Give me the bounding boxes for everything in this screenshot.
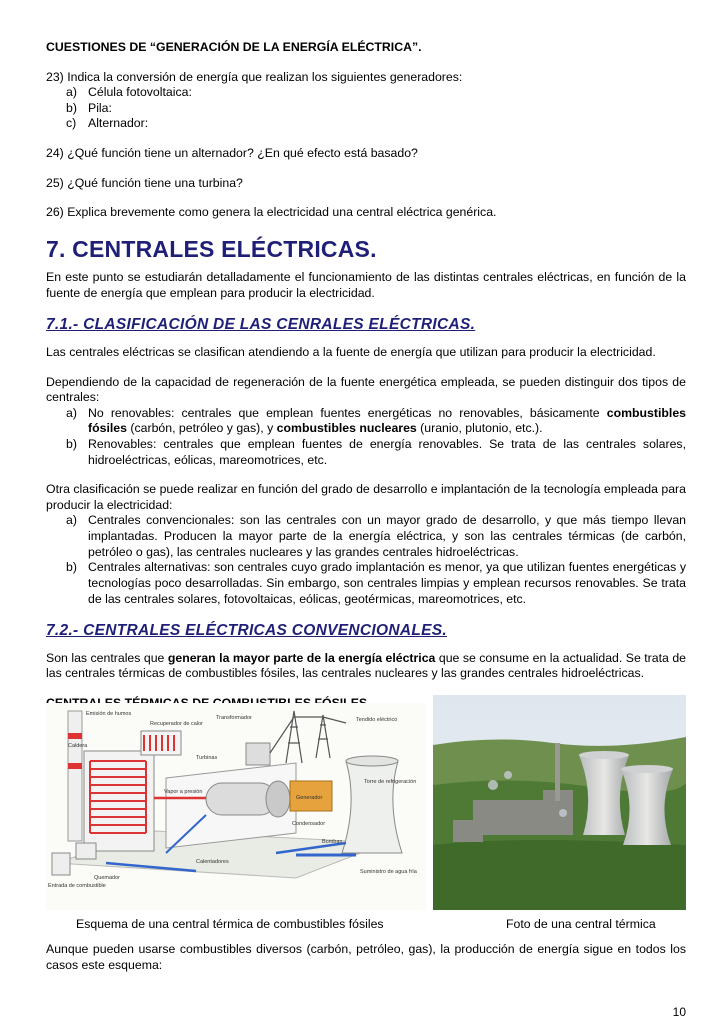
figures-row — [46, 695, 686, 915]
question-25: 25) ¿Qué función tiene una turbina? — [46, 175, 243, 190]
label-tendido: Tendido eléctrico — [356, 717, 398, 723]
classification-renewable — [46, 375, 686, 469]
section-7-intro: En este punto se estudiarán detalladamente el funcionamiento de las distintas centrales eléctricas, en función de la fuente de energía que emplean para producir la electricidad. — [46, 270, 686, 300]
section-7-2-heading: 7.2.- CENTRALES ELÉCTRICAS CONVENCIONALES. — [46, 622, 448, 640]
label-recuperador: Recuperador de calor — [150, 721, 203, 727]
document-page — [46, 40, 686, 972]
label-calentadores: Calentadores — [196, 859, 229, 865]
label-generador: Generador — [296, 795, 323, 801]
section-7-2-intro: Son las centrales que generan la mayor parte de la energía eléctrica que se consume en la actualidad. Se trata de las centrales térmicas de combustibles fósiles, las centrales nucleares y las grandes centrales hidroeléctricas. — [46, 650, 686, 681]
label-torre: Torre de refrigeración — [364, 779, 417, 785]
label-condensador: Condensador — [292, 821, 326, 827]
chimney-shape — [68, 711, 82, 841]
list-item-renewable: b) Renovables: centrales que emplean fuentes de energía renovables. Se trata de las centrales solares, hidroeléctricas, eólicas, mareomotrices, etc. — [66, 437, 686, 467]
list-item-conventional: a) Centrales convencionales: son las centrales con un mayor grado de desarrollo, y que más tiempo llevan implantadas. Producen la mayor parte de la energía eléctrica, y son las centrales térmicas (de carbón, petróleo o gas), las centrales nucleares y las grandes centrales hidroeléctricas. — [66, 513, 686, 559]
question-24: 24) ¿Qué función tiene un alternador? ¿En qué efecto está basado? — [46, 146, 418, 161]
section-7-1-p1: Las centrales eléctricas se clasifican atendiendo a la fuente de energía que utilizan para producir la electricidad. — [46, 344, 656, 359]
label-vapor: Vapor a presión — [164, 789, 203, 795]
label-turbinas: Turbinas — [196, 755, 218, 761]
question-23-item-b: b) Pila: — [66, 100, 112, 115]
question-23-text: 23) Indica la conversión de energía que realizan los siguientes generadores: — [46, 69, 463, 84]
closing-paragraph: Aunque pueden usarse combustibles diversos (carbón, petróleo, gas), la producción de energía sigue en todos los casos este esquema: — [46, 942, 686, 972]
question-26: 26) Explica brevemente como genera la electricidad una central eléctrica genérica. — [46, 205, 497, 220]
list-item-alternative: b) Centrales alternativas: son centrales cuyo grado implantación es menor, ya que utilizan fuentes energéticas y tecnologías poco desarrolladas. Sin embargo, son centrales limpias y emplean recursos renovables. Se trata de las centrales solares, fotovoltaicas, eólicas, geotérmicas, mareomotrices, etc. — [66, 560, 686, 606]
section-7-1-heading: 7.1.- CLASIFICACIÓN DE LAS CENRALES ELÉCTRICAS. — [46, 316, 476, 334]
cooling-tower-shape — [342, 761, 402, 853]
label-caldera: Caldera — [68, 743, 88, 749]
list-item-non-renewable: a) No renovables: centrales que emplean fuentes energéticas no renovables, básicamente combustibles fósiles (carbón, petróleo y gas), y combustibles nucleares (uranio, plutonio, etc.). — [66, 405, 686, 436]
fuel-tank-shape — [52, 853, 70, 875]
question-23-item-a: a) Célula fotovoltaica: — [66, 85, 192, 100]
label-bombas: Bombas — [322, 839, 343, 845]
questions-title: CUESTIONES DE “GENERACIÓN DE LA ENERGÍA ELÉCTRICA”. — [46, 40, 422, 54]
question-23-item-c: c) Alternador: — [66, 116, 149, 131]
label-suministro: Suministro de agua fría — [360, 869, 417, 875]
caption-diagram: Esquema de una central térmica de combustibles fósiles — [76, 917, 384, 931]
classification-development — [46, 482, 686, 607]
section-7-1-p2: Dependiendo de la capacidad de regeneración de la fuente energética empleada, se pueden distinguir dos tipos de centrales: — [46, 374, 686, 405]
thermal-plant-diagram — [46, 703, 426, 910]
label-entrada: Entrada de combustible — [48, 883, 106, 889]
section-7-heading: 7. CENTRALES ELÉCTRICAS. — [46, 235, 377, 262]
question-23 — [46, 70, 686, 132]
page-number: 10 — [672, 1005, 686, 1019]
caption-photo: Foto de una central térmica — [506, 917, 656, 931]
label-quemador: Quemador — [94, 875, 120, 881]
label-emision: Emisión de humos — [86, 711, 132, 717]
label-transformador: Transformador — [216, 715, 252, 721]
transformer-shape — [246, 743, 270, 765]
thermal-plant-photo — [433, 695, 686, 910]
section-7-1-p3: Otra clasificación se puede realizar en función del grado de desarrollo e implantación de la tecnología empleada para producir la electricidad: — [46, 482, 686, 512]
